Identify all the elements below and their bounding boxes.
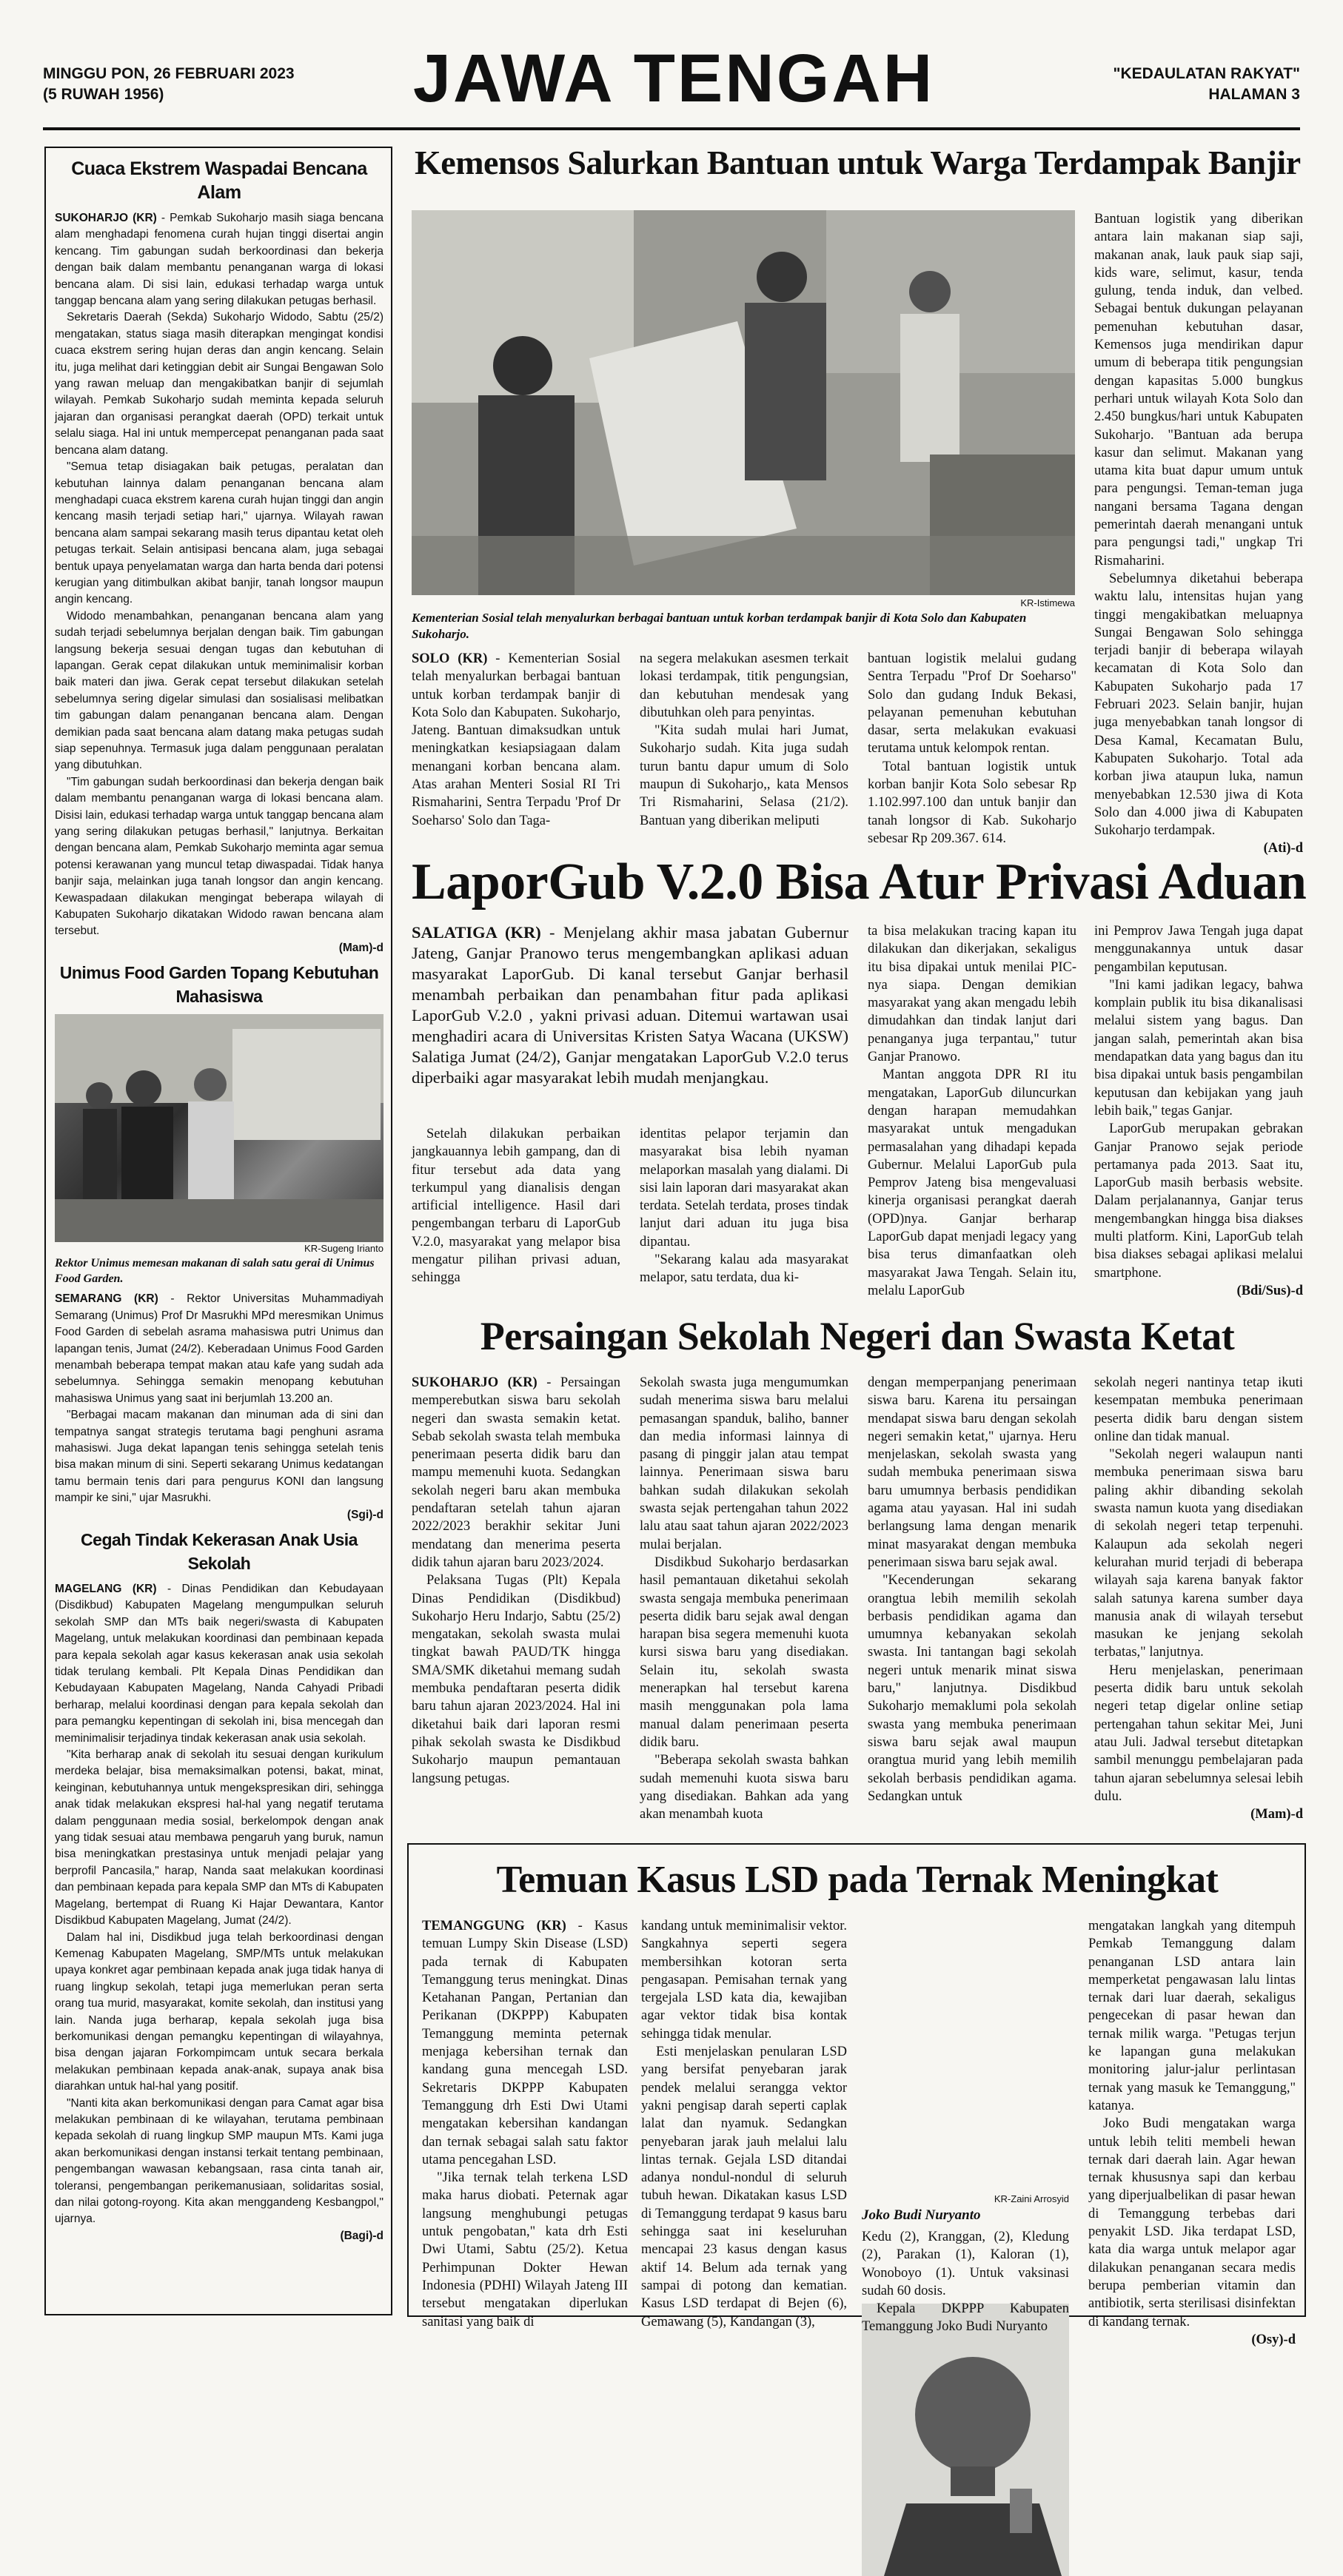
article-column bbox=[1094, 1374, 1303, 1825]
article-lead bbox=[412, 922, 848, 1112]
paragraph: LaporGub merupakan gebrakan Ganjar Pranowo sejak periode pertamanya pada 2013. Saat itu, LaporGub masih berbasis website. Dalam perjalanannya, Ganjar terus mengembangkan hingga bisa diakses multi platform. Kini, LaporGub telah bisa diakses sebagai aplikasi melalui smartphone. bbox=[1094, 1121, 1303, 1281]
dateline: SEMARANG (KR) bbox=[55, 1292, 158, 1306]
official-portrait-photo bbox=[862, 2304, 1069, 2576]
dateline: SOLO (KR) bbox=[412, 651, 488, 666]
article-body bbox=[55, 1291, 384, 1523]
paragraph: sekolah negeri nantinya tetap ikuti kesempatan membuka penerimaan peserta didik baru dengan sistem online dan tidak manual. bbox=[1094, 1375, 1303, 1444]
article-body bbox=[55, 210, 384, 956]
page-number: HALAMAN 3 bbox=[1208, 86, 1300, 103]
paragraph: Pelaksana Tugas (Plt) Kepala Dinas Pendidikan (Disdikbud) Sukoharjo Heru Indarjo, Sabtu (25/2) mengatakan, sekolah swasta mulai tingkat bawah PAUD/TK hingga SMA/SMK diketahui memang sudah membuka pendaftaran peserta didik baru tahun ajaran 2023/2024. Hal ini diketahui baik dari laporan resmi pihak sekolah swasta ke Disdikbud Sukoharjo maupun pemantauan langsung petugas. bbox=[412, 1573, 620, 1786]
photo-credit: KR-Istimewa bbox=[1020, 597, 1075, 608]
article-headline: Persaingan Sekolah Negeri dan Swasta Ketat bbox=[480, 1314, 1235, 1358]
paragraph: Total bantuan logistik untuk korban banjir Kota Solo sebesar Rp 1.102.997.100 dan untuk banjir dan tanah longsor di Kab. Sukoharjo sebesar Rp 209.367. 614. bbox=[868, 759, 1076, 846]
paper-info bbox=[1113, 64, 1300, 105]
paragraph: "Berbagai macam makanan dan minuman ada di sini dan tempatnya sangat strategis terutama bagi penghuni asrama mahasiswi. Juga dekat lapangan tenis sehingga setelah tenis bisa makan minum di sini. Seperti sekarang Unimus kedatangan tamu bermain tenis dari para pengurus KONI dan langsung mampir ke sini," ujar Masrukhi. bbox=[55, 1409, 384, 1505]
paragraph: - Kementerian Sosial telah menyalurkan berbagai bantuan untuk korban terdampak banjir di Kota Solo dan Kabupaten. Sukoharjo, Jateng. Bantuan dimaksudkan untuk meningkatkan kesiapsiagaan dalam menangani korban bencana alam. Atas arahan Menteri Sosial RI Tri Rismaharini, Sentra Terpadu 'Prof Dr Soeharso' Solo dan Taga- bbox=[412, 651, 620, 828]
photo-credit: KR-Sugeng Irianto bbox=[304, 1243, 384, 1255]
paragraph: - Menjelang akhir masa jabatan Gubernur Jateng, Ganjar Pranowo terus mengembangkan aplikasi aduan masyarakat LaporGub. Di kanal tersebut Ganjar berhasil menambah perbaikan dan penambahan fitur pada aplikasi LaporGub V.2.0 , yakni privasi aduan. Ditemui wartawan usai menghadiri acara di Universitas Kristen Satya Wacana (UKSW) Salatiga Jumat (24/2), Ganjar mengatakan LaporGub V.2.0 terus diperbaiki agar masyarakat lebih mudah menjangkau. bbox=[412, 923, 848, 1087]
paragraph: - Pemkab Sukoharjo masih siaga bencana alam menghadapi fenomena curah hujan tinggi disertai angin kencang. Tim gabungan sudah berkoordinasi dan bekerja dengan baik dalam membantu penanganan warga di lokasi bencana alam. Di sisi lain, edukasi terhadap warga untuk tanggap bencana alam yang sering dilakukan petugas berhasil. bbox=[55, 212, 384, 308]
dateline: SUKOHARJO (KR) bbox=[55, 212, 157, 224]
paragraph: "Ini kami jadikan legacy, bahwa komplain publik itu bisa dikanalisasi melalui sistem yang bagus. Dan jangan salah, pemerintah akan bisa mendapatkan data yang bagus dan itu bisa dipakai untuk basis pengambilan keputusan dan kebijakan yang jauh lebih baik," tegas Ganjar. bbox=[1094, 977, 1303, 1118]
article-column bbox=[640, 650, 848, 842]
paragraph: "Kita sudah mulai hari Jumat, Sukoharjo sudah. Kita juga sudah turun bantu dapur umum di Solo maupun di Sukoharjo,, kata Mensos Tri Rismaharini, Selasa (21/2). Bantuan yang diberikan meliputi bbox=[640, 723, 848, 828]
paragraph: - Rektor Universitas Muhammadiyah Semarang (Unimus) Prof Dr Masrukhi MPd meresmikan Unimus Food Garden di sebelah asrama mahasiswa putri Unimus dan lapangan tenis, Jumat (24/2). Keberadaan Unimus Food Garden menambah beberapa tempat makan atau kafe yang sudah ada sebelumnya. Sehingga semakin menopang kebutuhan mahasiswa Unimus yang saat ini berjumlah 13.200 an. bbox=[55, 1292, 384, 1405]
paragraph: Kedu (2), Kranggan, (2), Kledung (2), Parakan (1), Kaloran (1), Wonoboyo (1). Untuk vaksinasi sudah 60 dosis. bbox=[862, 2230, 1069, 2298]
article-column bbox=[640, 1125, 848, 1295]
paragraph: Sekretaris Daerah (Sekda) Sukoharjo Widodo, Sabtu (25/2) mengatakan, status siaga masih diterapkan mengingat kondisi cuaca ekstrem sering hujan deras dan angin kencang. Selain itu, juga melihat dari ketinggian debit air Sungai Bengawan Solo yang rawan meluap dan mengakibatkan banjir di sejumlah wilayah. Pemkab Sukoharjo sudah meminta kepada seluruh jajaran dan organisasi perangkat daerah (OPD) terkait untuk selalu siaga. Hal ini untuk mempercepat penanganan pada saat bencana alam datang. bbox=[55, 311, 384, 457]
article-column bbox=[862, 2228, 1069, 2335]
paragraph: ini Pemprov Jawa Tengah juga dapat menggunakannya untuk dasar pengambilan keputusan. bbox=[1094, 924, 1303, 975]
paragraph: "Kecenderungan sekarang orangtua lebih memilih sekolah berbasis pendidikan agama dan umumnya kebanyakan sekolah swasta. Ini tantangan bagi sekolah negeri untuk menarik minat siswa baru," lanjutnya. Disdikbud Sukoharjo memaklumi pola sekolah swasta yang membuka penerimaan siswa baru sejak awal maupun orangtua murid yang lebih memilih sekolah berbasis pendidikan agama. Sedangkan untuk bbox=[868, 1573, 1076, 1804]
section-title: JAWA TENGAH bbox=[412, 41, 935, 116]
paragraph: - Kasus temuan Lumpy Skin Disease (LSD) pada ternak di Kabupaten Temanggung terus meningkat. Dinas Ketahanan Pangan, Pertanian dan Perikanan (DKPPP) Kabupaten Temanggung meminta peternak menjaga kebersihan ternak dan kandang guna mencegah LSD. Sekretaris DKPPP Kabupaten Temanggung drh Esti Dwi Utami mengatakan kebersihan kandangan dan ternak sebagai salah satu faktor utama pencegahan LSD. bbox=[422, 1919, 628, 2167]
paragraph: - Dinas Pendidikan dan Kebudayaan (Disdikbud) Kabupaten Magelang mengumpulkan seluruh sekolah SMP dan MTs baik negeri/swasta di Kabupaten Magelang, untuk melakukan koordinasi dan pembinaan kepada para kepala sekolah agar kasus kekerasan anak usia sekolah tidak terulang kembali. Plt Kepala Dinas Pendidikan dan Kebudayaan Kabupaten Magelang, Nanda Cahyadi Pribadi berharap, melalui koordinasi dengan para kepala sekolah dan para pemangku kepentingan di sekolah ini, bisa mencegah dan meminimalisir terjadinya tindak kekerasan anak usia sekolah. bbox=[55, 1582, 384, 1745]
dateline: SALATIGA (KR) bbox=[412, 923, 541, 942]
sidebar-column bbox=[44, 147, 392, 2315]
paragraph: "Nanti kita akan berkomunikasi dengan para Camat agar bisa melakukan pembinaan di ke wilayahan, terutama pembinaan kepada sekolah di ruang lingkup SMP maupun MTs. Kami juga akan berkomunikasi dengan instansi terkait tentang pembinaan, pengembangan wawasan kebangsaan, rasa cinta tanah air, toleransi, pengembangan perikemanusiaan, solidaritas sosial, dan nilai gotong-royong. Kita akan menggandeng Kesbangpol," ujarnya. bbox=[55, 2096, 384, 2226]
article-headline: LaporGub V.2.0 Bisa Atur Privasi Aduan bbox=[412, 853, 1307, 910]
paragraph: Joko Budi mengatakan warga untuk lebih teliti membeli hewan ternak dari daerah lain. Agar hewan ternak khususnya sapi dan kerbau yang diperjualbelikan di pasar hewan di Temanggung terbebas dari penyakit LSD. Jika terdapat LSD, kata dia warga untuk melapor agar dilakukan penanganan secara medis berupa pemberian vitamin dan antibiotik, serta sterilisasi disinfektan di kandang ternak. bbox=[1088, 2116, 1296, 2330]
article-column bbox=[412, 650, 620, 842]
paragraph: identitas pelapor terjamin dan masyarakat bisa lebih nyaman melaporkan masalah yang dialami. Di sisi lain laporan dari masyarakat akan terdata. Setelah terdata, proses tindak lanjut dari aduan itu juga bisa dipantau. bbox=[640, 1127, 848, 1250]
article-body bbox=[55, 1581, 384, 2244]
article-column bbox=[412, 1374, 620, 1825]
byline: (Bagi)-d bbox=[340, 2229, 384, 2242]
article-column bbox=[412, 1125, 620, 1295]
paragraph: Sebelumnya diketahui beberapa waktu lalu, intensitas hujan yang tinggi mengakibatkan meluapnya Sungai Bengawan Solo sehingga terjadi banjir di beberapa wilayah kecamatan di Kota Solo dan Kabupaten Sukoharjo pada 17 Februari 2023. Selain banjir, hujan juga menyebabkan tanah longsor di Desa Kamal, Kecamatan Bulu, Kabupaten Sukoharjo. Total ada korban jiwa ataupun luka, namun menyebabkan 12.530 jiwa di Kota Solo dan 4.000 jiwa di Kabupaten Sukoharjo terdampak. bbox=[1094, 571, 1303, 839]
article-column bbox=[422, 1917, 628, 2330]
dateline: TEMANGGUNG (KR) bbox=[422, 1919, 566, 1933]
article-title: Cegah Tindak Kekerasan Anak Usia Sekolah bbox=[81, 1529, 358, 1573]
article-title: Unimus Food Garden Topang Kebutuhan Mahasiswa bbox=[59, 963, 379, 1007]
masthead-rule bbox=[43, 127, 1300, 130]
article-title: Cuaca Ekstrem Waspadai Bencana Alam bbox=[71, 158, 367, 203]
paragraph: na segera melakukan asesmen terkait lokasi terdampak, titik pengungsian, dan kebutuhan mendesak yang dibutuhkan oleh para penyintas. bbox=[640, 651, 848, 720]
article-column bbox=[868, 1374, 1076, 1825]
paragraph: "Tim gabungan sudah berkoordinasi dan bekerja dengan baik dalam membantu penanganan warga di lokasi bencana alam. Disisi lain, edukasi terhadap warga untuk tanggap bencana alam yang sering dilakukan petugas berhasil," lanjutnya. Berkaitan dengan bencana alam, Pemkab Sukoharjo meminta agar semua potensi kerawanan yang muncul tetap diwaspadai. Tidak hanya banjir saja, melainkan juga tanah longsor dan angin kencang. Kewaspadaan dilakukan mengingat beberapa wilayah di Kabupaten Sukoharjo dikatakan Widodo rawan bencana alam tersebut. bbox=[55, 775, 384, 938]
paragraph: "Sekolah negeri walaupun nanti membuka penerimaan siswa baru paling akhir dibanding sekolah swasta namun kuota yang disediakan di sekolah negeri tetap terpenuhi. Kalaupun ada sekolah negeri kelurahan murid terjadi di beberapa wilayah saja karena banyak faktor salah satunya karena sumber daya manusia anak di wilayah tersebut masukan ke jenjang sekolah terbatas," lanjutnya. bbox=[1094, 1447, 1303, 1660]
photo-caption: Kementerian Sosial telah menyalurkan berbagai bantuan untuk korban terdampak banjir di Kota Solo dan Kabupaten Sukoharjo. bbox=[412, 611, 1027, 641]
article-column bbox=[1094, 210, 1303, 856]
article-column bbox=[868, 922, 1076, 1298]
article-column bbox=[640, 1374, 848, 1825]
paragraph: "Kita berharap anak di sekolah itu sesuai dengan kurikulum merdeka belajar, bisa memaksimalkan potensi, bakat, minat, keinginan, kebutuhannya untuk mengekspresikan diri, sehingga anak tidak melakukan ekspresi hal-hal yang negatif terutama dalam penggunaan media sosial, berkelompok dengan anak yang tidak sesuai atau membawa pengaruh yang buruk, namun bisa meningkatkan prestasinya untuk menjadi pelajar yang berprofil Pancasila," harap, Nanda saat melakukan koordinasi dan pembinaan kepada para kepala SMP dan MTs di Kabupaten Magelang, bertempat di Ruang Ki Hajar Dewantara, Kantor Disdikbud Kabupaten Magelang, Jumat (24/2). bbox=[55, 1748, 384, 1928]
paragraph: "Beberapa sekolah swasta bahkan sudah memenuhi kuota siswa baru yang disediakan. Bahkan ada yang akan menambah kuota bbox=[640, 1753, 848, 1822]
paragraph: Setelah dilakukan perbaikan jangkauannya lebih gampang, dan di fitur tersebut ada data yang terkumpul yang dianalisis dengan artificial intelligence. Hasil dari pengembangan terbaru di LaporGub V.2.0, masyarakat yang melapor bisa mengatur pilihan privasi aduan, sehingga bbox=[412, 1127, 620, 1286]
paragraph: bantuan logistik melalui gudang Sentra Terpadu "Prof Dr Soeharso" Solo dan gudang Induk Bekasi, pelayanan pemenuhan kebutuhan dasar, serta melakukan evakuasi terutama untuk kelompok rentan. bbox=[868, 651, 1076, 757]
paragraph: Disdikbud Sukoharjo berdasarkan hasil pemantauan diketahui sekolah swasta sengaja membuka penerimaan peserta didik baru sejak awal dengan harapan bisa segera memenuhi kuota kursi siswa baru yang disediakan. Selain itu, sekolah swasta menerapkan hal tersebut karena masih menggunakan pola lama manual dalam penerimaan peserta didik baru. bbox=[640, 1554, 848, 1750]
article-headline: Kemensos Salurkan Bantuan untuk Warga Terdampak Banjir bbox=[415, 144, 1301, 181]
article-headline: Temuan Kasus LSD pada Ternak Meningkat bbox=[496, 1859, 1219, 1901]
article-column bbox=[868, 650, 1076, 846]
paragraph: Mantan anggota DPR RI itu mengatakan, LaporGub diluncurkan dengan harapan memudahkan masyarakat untuk mengadukan permasalahan yang dihadapi kepada Gubernur. Melalui LaporGub pula Pemprov Jateng bisa mengevaluasi kinerja organisasi perangkat daerah (OPD)nya. Ganjar berharap LaporGub dapat menjadi legacy yang bisa terus dimanfaatkan oleh masyarakat Jawa Tengah. Selain itu, melalu LaporGub bbox=[868, 1067, 1076, 1298]
paragraph: "Sekarang kalau ada masyarakat melapor, satu terdata, dua ki- bbox=[640, 1252, 848, 1286]
article-column bbox=[1094, 922, 1303, 1298]
byline: (Osy)-d bbox=[1251, 2332, 1296, 2347]
paragraph: Esti menjelaskan penularan LSD yang bersifat penyebaran jarak pendek melalui serangga vektor yakni pengisap darah seperti caplak lalat dan nyamuk. Sedangkan penyebaran jarak jauh melalui lalu lintas ternak. Gejala LSD ditandai adanya nondul-nondul di seluruh tubuh hewan. Dikatakan kasus LSD di Temanggung terdapat 9 kasus baru sehingga saat ini keseluruhan mencapai 23 kasus dengan kasus aktif 14. Belum ada ternak yang sampai di potong dan kematian. Kasus LSD terdapat di Bejen (6), Gemawang (5), Kandangan (3), bbox=[641, 2045, 847, 2330]
edition-date-line: MINGGU PON, 26 FEBRUARI 2023 bbox=[43, 65, 295, 82]
byline: (Ati)-d bbox=[1263, 841, 1303, 856]
byline: (Bdi/Sus)-d bbox=[1236, 1283, 1303, 1298]
dateline: SUKOHARJO (KR) bbox=[412, 1375, 537, 1390]
photo-caption: Rektor Unimus memesan makanan di salah satu gerai di Unimus Food Garden. bbox=[55, 1257, 375, 1286]
paragraph: Widodo menambahkan, penanganan bencana alam yang sudah terjadi sebelumnya berjalan dengan baik. Tim gabungan langsung bekerja sesuai dengan tugas dan kebutuhan di lapangan. Gerak cepat dilakukan untuk meminimalisir korban baik materi dan jiwa. Gerak cepat tersebut dilakukan setelah sebelumnya sering digelar simulasi dan sosialisasi melibatkan tim gabungan dalam penanganan bencana alam. Dengan demikian pada saat bencana alam datang maka petugas sudah siap sepenuhnya. Termasuk juga dalam penggunaan peralatan yang dibutuhkan. bbox=[55, 609, 384, 772]
photo-caption: Joko Budi Nuryanto bbox=[862, 2207, 981, 2223]
paragraph: "Semua tetap disiagakan baik petugas, peralatan dan kebutuhan lainnya dalam penanganan bencana alam menghadapi cuaca ekstrem karena curah hujan tinggi dan angin kencang masih terjadi setiap hari," ujarnya. Wilayah rawan bencana alam sampai sekarang masih terus dipantau ketat oleh petugas terkait. Selain antisipasi bencana alam, juga sebagai bentuk upaya penyelamatan warga dan harta benda dari potensi kerugian yang ditimbulkan akibat banjir, tanah longsor maupun angin kencang. bbox=[55, 460, 384, 606]
paragraph: Kepala DKPPP Kabupaten Temanggung Joko Budi Nuryanto bbox=[862, 2301, 1069, 2335]
byline: (Sgi)-d bbox=[346, 1508, 384, 1521]
flood-aid-photo bbox=[412, 210, 1075, 595]
photo-credit: KR-Zaini Arrosyid bbox=[994, 2193, 1069, 2204]
food-garden-photo bbox=[55, 1014, 384, 1242]
paragraph: Heru menjelaskan, penerimaan peserta didik baru untuk sekolah negeri tetap digelar online setiap pertengahan tahun sekitar Mei, Juni atau Juli. Jadwal tersebut ditetapkan sambil menunggu pembelajaran pada tahun ajaran sebelumnya selesai lebih dulu. bbox=[1094, 1663, 1303, 1804]
paragraph: Dalam hal ini, Disdikbud juga telah berkoordinasi dengan Kemenag Kabupaten Magelang, SMP/MTs untuk melakukan upaya konkret agar pembinaan kepada anak juga tidak hanya di ruang lingkup sekolah, tetapi juga memerlukan peran serta orang tua murid, masyarakat, komite sekolah, dan institusi yang lain. Nanda juga berharap, kepala sekolah juga bisa berkomunikasi dengan pemangku kepentingan di wilayahnya, bisa dengan jajaran Forkompimcam untuk secara berkala melakukan pembinaan kepada anak-anak, supaya anak bisa diarahkan untuk hal-hal yang positif. bbox=[55, 1931, 384, 2093]
paragraph: - Persaingan memperebutkan siswa baru sekolah negeri dan swasta semakin ketat. Sebab sekolah swasta telah membuka penerimaan peserta didik baru dan mampu memenuhi kuota. Sedangkan sekolah negeri baru akan membuka pendaftaran setelah tahun ajaran 2022/2023 berakhir sekitar Juni mendatang dan menerima peserta didik tahun ajaran baru 2023/2024. bbox=[412, 1375, 620, 1570]
paper-name: "KEDAULATAN RAKYAT" bbox=[1113, 65, 1300, 82]
byline: (Mam)-d bbox=[1250, 1807, 1303, 1822]
paragraph: Bantuan logistik yang diberikan antara lain makanan siap saji, makanan anak, lauk pauk siap saji, kids ware, selimut, kasur, tenda gulung, tenda induk, dan velbed. Sebagai bentuk dukungan pelayanan pemenuhan kebutuhan dasar, Kemensos juga mendirikan dapur umum di beberapa titik pengungsian dengan kapasitas 5.000 bungkus perhari untuk wilayah Kota Solo dan 2.450 bungkus/hari untuk Kabupaten Sukoharjo. "Bantuan ada berupa kasur dan selimut. Makanan yang utama kita buat dapur umum untuk para pengungsi. Teman-teman juga nangani bersama Tagana dengan pemerintah daerah menangani untuk para pengungsi tadi," ungkap Tri Rismaharini. bbox=[1094, 212, 1303, 568]
paragraph: Sekolah swasta juga mengumumkan sudah menerima siswa baru melalui pemasangan spanduk, baliho, banner dan media informasi lainnya di pasang di pinggir jalan atau tempat lainnya. Penerimaan siswa baru bahkan sudah dilakukan sekolah swasta sejak pertengahan tahun 2022 lalu atau saat tahun ajaran 2022/2023 mulai berjalan. bbox=[640, 1375, 848, 1552]
paragraph: "Jika ternak telah terkena LSD maka harus diobati. Peternak agar langsung menghubungi petugas untuk pengobatan," kata drh Esti Dwi Utami, Sabtu (25/2). Ketua Perhimpunan Dokter Hewan Indonesia (PDHI) Wilayah Jateng III tersebut mengatakan diperlukan sanitasi yang baik di bbox=[422, 2170, 628, 2330]
paragraph: kandang untuk meminimalisir vektor. Sangkahnya seperti segera membersihkan kotoran serta pengasapan. Pemisahan ternak yang tergejala LSD kata dia, kewajiban agar vektor tidak bisa kontak sehingga tidak menular. bbox=[641, 1919, 847, 2042]
article-column bbox=[1088, 1917, 1296, 2347]
byline: (Mam)-d bbox=[338, 941, 384, 954]
paragraph: ta bisa melakukan tracing kapan itu dilakukan dan dikerjakan, sekaligus itu bisa dipakai untuk menilai PIC-nya siapa. Dengan demikian masyarakat yang akan mengadu lebih dimudahkan dan tindak lanjut dari penanganya juga terpantau," tutur Ganjar Pranowo. bbox=[868, 924, 1076, 1065]
edition-date bbox=[43, 64, 295, 105]
article-column bbox=[641, 1917, 847, 2330]
edition-date-javanese: (5 RUWAH 1956) bbox=[43, 86, 164, 103]
dateline: MAGELANG (KR) bbox=[55, 1582, 157, 1595]
paragraph: mengatakan langkah yang ditempuh Pemkab Temanggung dalam penanganan LSD antara lain memperketat pengawasan lalu lintas ternak dari luar daerah, sekaligus pengecekan di pasar hewan dan ternak milik warga. "Petugas terjun ke lapangan guna melakukan monitoring jalur-jalur perlintasan ternak yang masuk ke Temanggung," katanya. bbox=[1088, 1919, 1296, 2113]
paragraph: dengan memperpanjang penerimaan siswa baru. Karena itu persaingan mendapat siswa baru dengan sekolah negeri semakin ketat," ujarnya. Heru menjelaskan, sekolah swasta yang sudah membuka penerimaan siswa baru umumnya berbasis pendidikan agama atau yayasan. Hal ini sudah berlangsung lama dengan menarik minat masyarakat dengan membuka penerimaan siswa baru sejak awal. bbox=[868, 1375, 1076, 1570]
